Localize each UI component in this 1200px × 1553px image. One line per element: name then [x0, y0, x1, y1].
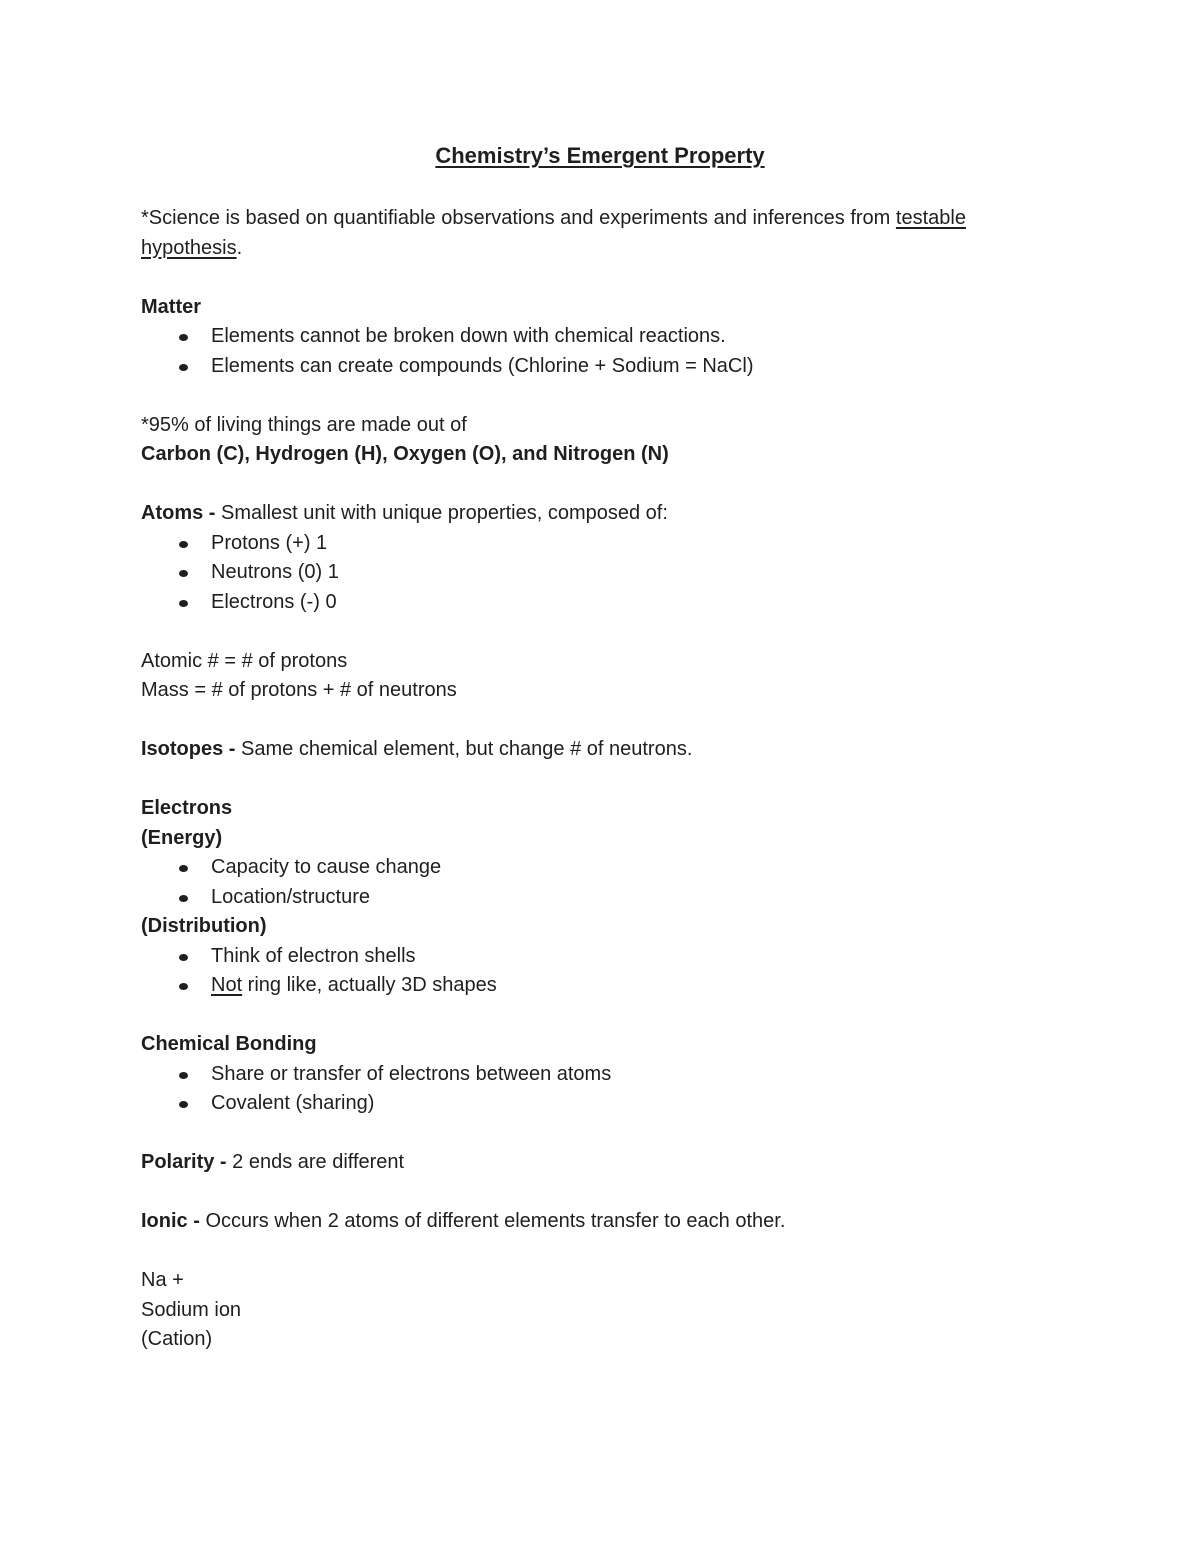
bullet-icon — [179, 895, 188, 902]
polarity-text: 2 ends are different — [232, 1151, 405, 1173]
atoms-heading: Atoms - — [141, 502, 221, 524]
list-item-text: Location/structure — [211, 885, 370, 908]
list-item-text: Elements cannot be broken down with chemical reactions. — [211, 325, 726, 347]
polarity-heading: Polarity - — [141, 1151, 233, 1173]
list-item — [141, 971, 1041, 1001]
spacer — [141, 263, 1041, 293]
list-item — [141, 942, 1041, 972]
list-item-text: Covalent (sharing) — [211, 1092, 375, 1114]
list-item-text: Neutrons (0) 1 — [211, 561, 339, 583]
list-item-text: Protons (+) 1 — [211, 531, 328, 554]
intro-paragraph — [141, 204, 1041, 263]
spacer — [141, 1178, 1041, 1208]
atoms-list — [141, 529, 1041, 618]
intro-period: . — [236, 236, 243, 259]
matter-heading: Matter — [141, 295, 202, 318]
isotopes-paragraph — [141, 735, 1041, 765]
spacer — [141, 1119, 1041, 1149]
list-item — [141, 322, 1041, 352]
bullet-icon — [179, 600, 188, 607]
bonding-heading: Chemical Bonding — [141, 1033, 317, 1055]
spacer — [141, 1001, 1041, 1031]
energy-list — [141, 853, 1041, 912]
ionic-text: Occurs when 2 atoms of different elements transfer to each other. — [205, 1210, 786, 1232]
bullet-icon — [179, 865, 188, 872]
list-item-text: ring like, actually 3D shapes — [242, 974, 497, 996]
bullet-icon — [179, 541, 188, 548]
spacer — [141, 470, 1041, 500]
elements-line: Carbon (C), Hydrogen (H), Oxygen (O), and Nitrogen (N) — [141, 443, 669, 465]
living-things-line: *95% of living things are made out of — [141, 413, 467, 436]
polarity-paragraph — [141, 1148, 1041, 1178]
list-item — [141, 1089, 1041, 1119]
mass-formula: Mass = # of protons + # of neutrons — [141, 679, 457, 701]
atoms-paragraph — [141, 499, 1041, 529]
list-item-text: Electrons (-) 0 — [211, 590, 337, 613]
bonding-list — [141, 1060, 1041, 1119]
list-item — [141, 558, 1041, 588]
list-item-text: Elements can create compounds (Chlorine + Sodium = NaCl) — [211, 354, 754, 377]
sodium-ion-line: Sodium ion — [141, 1298, 242, 1321]
ionic-heading: Ionic - — [141, 1210, 206, 1232]
spacer — [141, 381, 1041, 411]
bullet-icon — [179, 983, 188, 990]
energy-subheading: (Energy) — [141, 826, 223, 849]
intro-text: *Science is based on quantifiable observations and experiments and inferences from — [141, 207, 896, 229]
list-item-text: Share or transfer of electrons between atoms — [211, 1062, 612, 1085]
list-item-text: Capacity to cause change — [211, 856, 442, 878]
list-item — [141, 1060, 1041, 1090]
spacer — [141, 706, 1041, 736]
list-item — [141, 853, 1041, 883]
list-item — [141, 352, 1041, 382]
document-body — [141, 204, 1041, 1355]
distribution-subheading: (Distribution) — [141, 915, 267, 937]
spacer — [141, 765, 1041, 795]
isotopes-heading: Isotopes - — [141, 738, 242, 760]
spacer — [141, 1237, 1041, 1267]
spacer — [141, 617, 1041, 647]
bullet-icon — [179, 1101, 188, 1108]
list-item-text: Think of electron shells — [211, 944, 416, 967]
bullet-icon — [179, 954, 188, 961]
bullet-icon — [179, 334, 188, 341]
distribution-list — [141, 942, 1041, 1001]
cation-line: (Cation) — [141, 1328, 213, 1350]
bullet-icon — [179, 364, 188, 371]
list-item-underlined-text: Not — [211, 974, 243, 996]
intro-underlined-text: testable hypothesis — [141, 207, 966, 259]
document-title: Chemistry’s Emergent Property — [435, 143, 765, 168]
list-item — [141, 529, 1041, 559]
atomic-number-formula: Atomic # = # of protons — [141, 649, 348, 672]
ionic-paragraph — [141, 1207, 1041, 1237]
bullet-icon — [179, 1072, 188, 1079]
list-item — [141, 588, 1041, 618]
bullet-icon — [179, 570, 188, 577]
sodium-symbol-line: Na + — [141, 1269, 184, 1291]
electrons-heading: Electrons — [141, 797, 233, 819]
atoms-text: Smallest unit with unique properties, composed of: — [221, 502, 668, 524]
matter-list — [141, 322, 1041, 381]
isotopes-text: Same chemical element, but change # of neutrons. — [241, 738, 693, 760]
list-item — [141, 883, 1041, 913]
